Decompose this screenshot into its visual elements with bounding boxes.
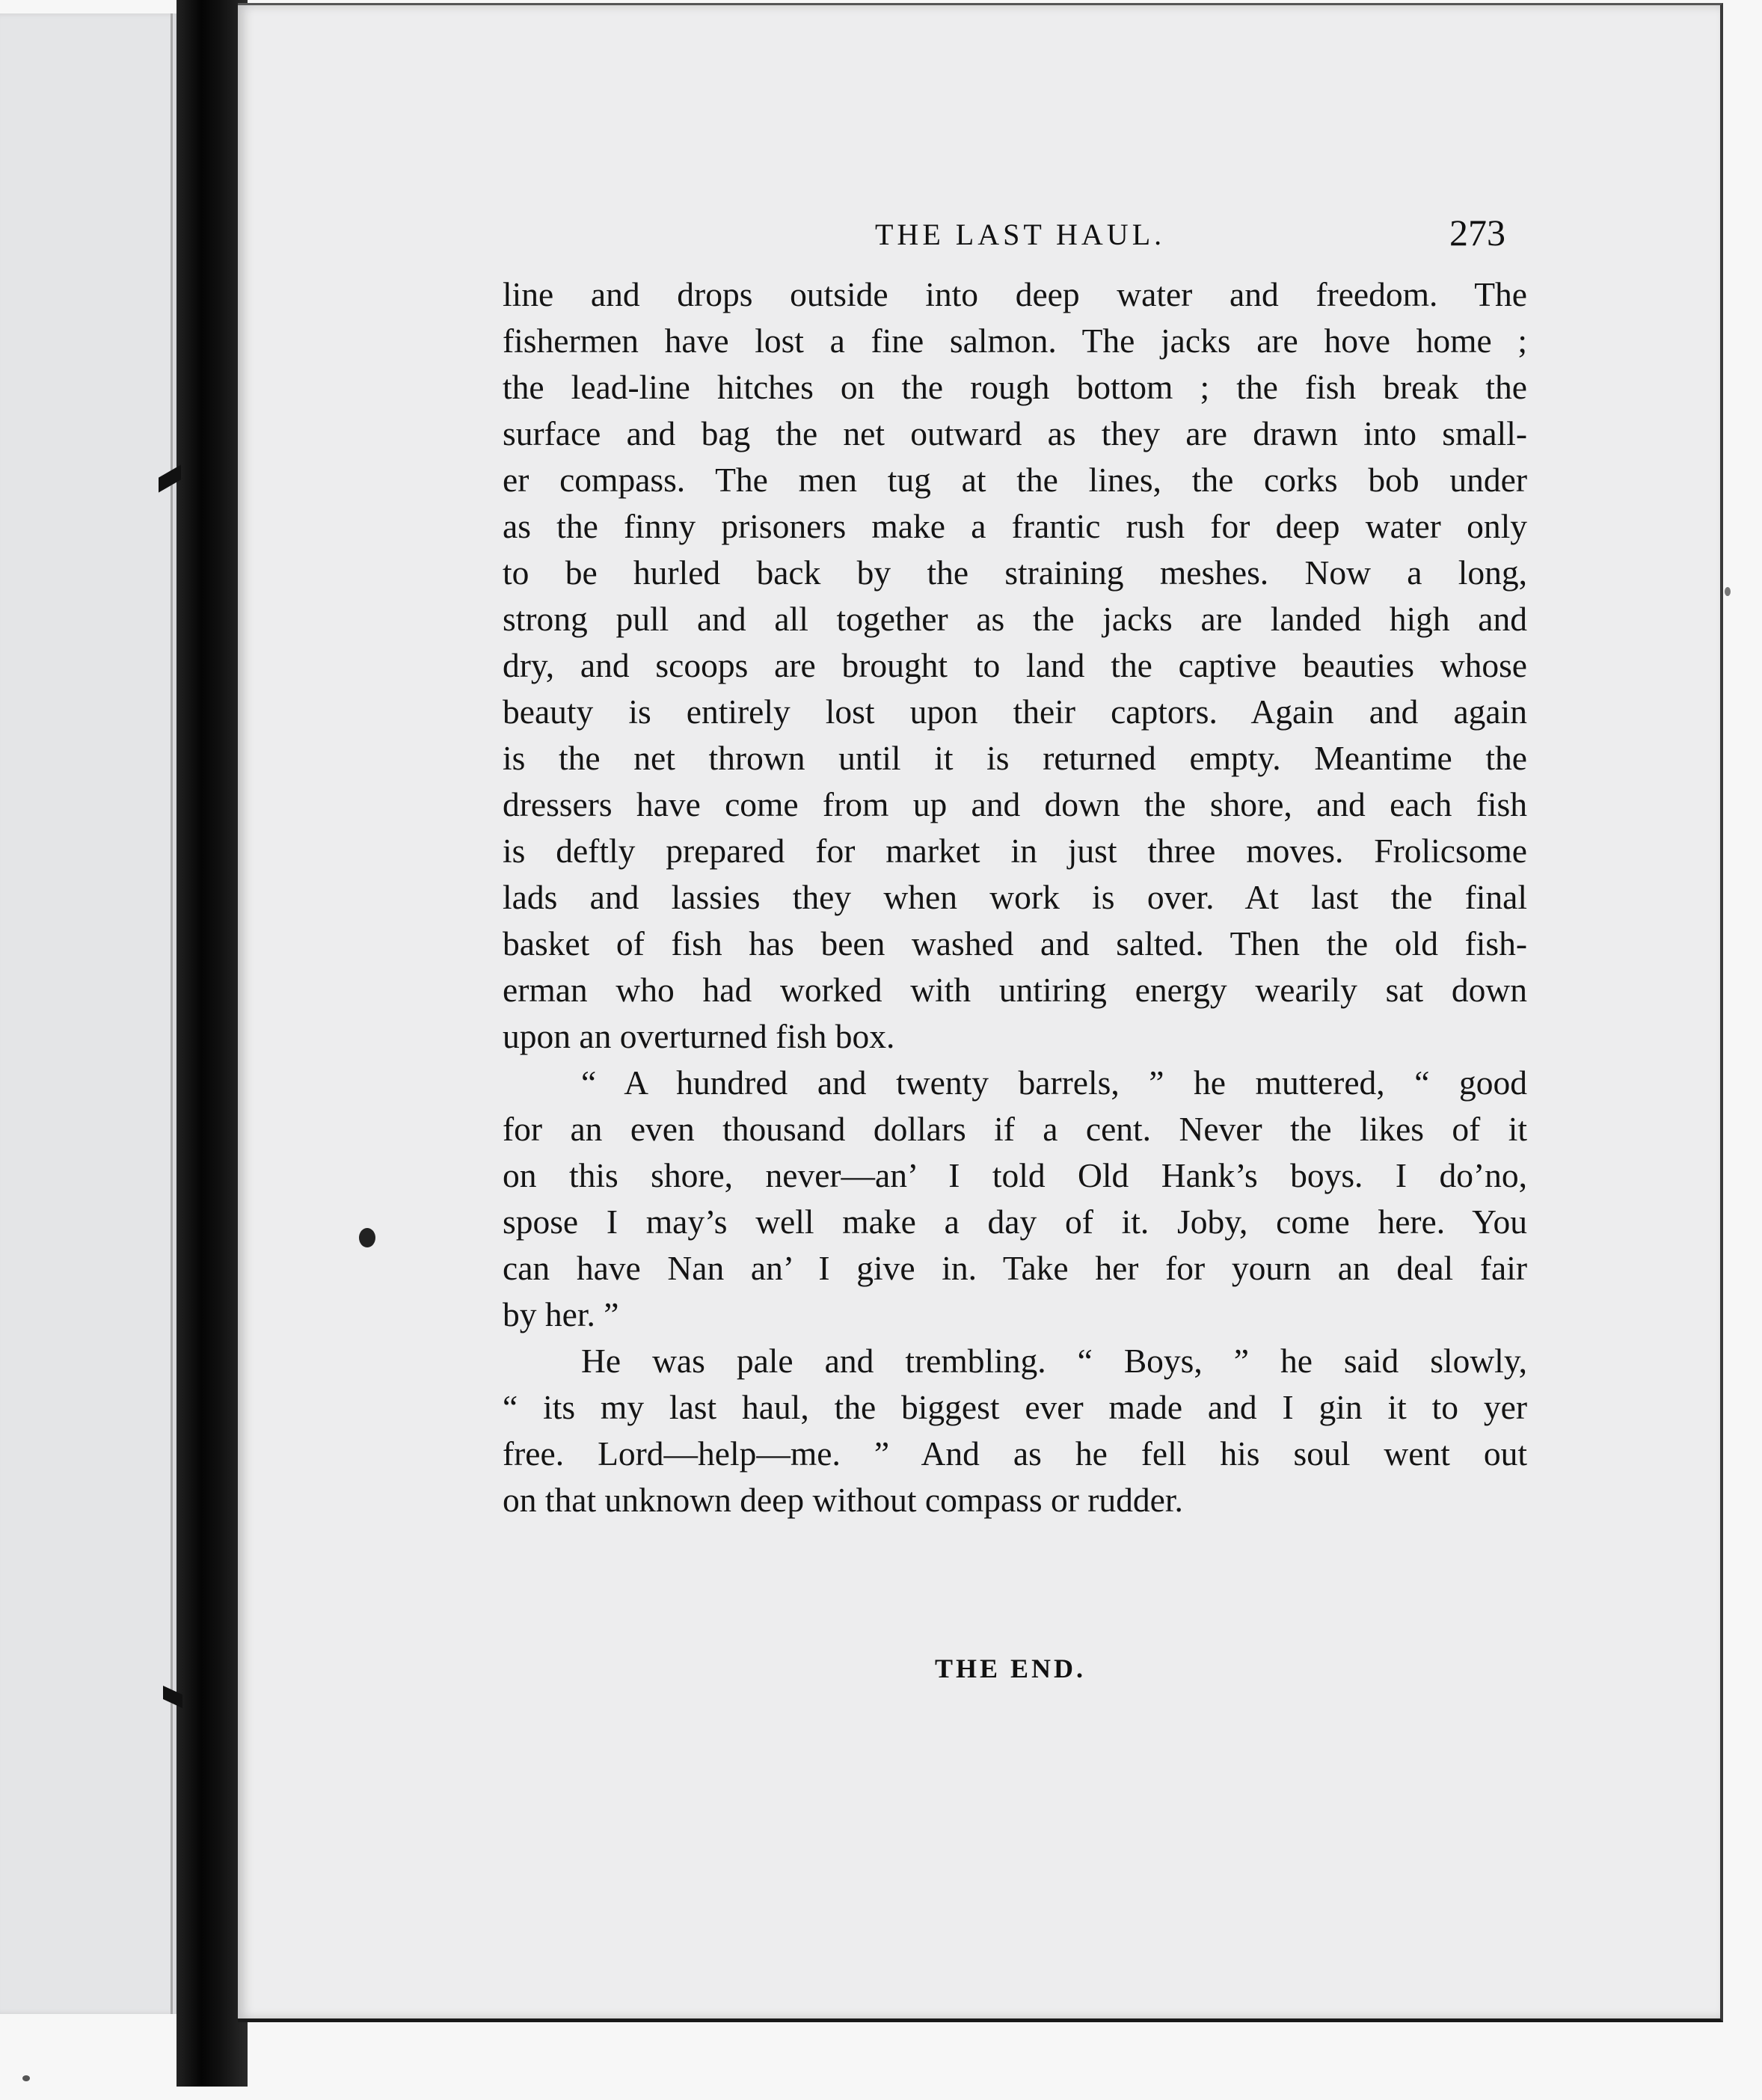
text-line: can have Nan an’ I give in. Take her for yourn an deal fair — [503, 1249, 1527, 1287]
text-line: “ its my last haul, the biggest ever made and I gin it to yer — [503, 1388, 1527, 1426]
body-text — [503, 271, 1527, 1523]
text-line: on this shore, never—an’ I told Old Hank’s boys. I do’no, — [503, 1156, 1527, 1194]
text-line: free. Lord—help—me. ” And as he fell his soul went out — [503, 1434, 1527, 1473]
text-line: fishermen have lost a fine salmon. The jacks are hove home ; — [503, 322, 1527, 360]
text-line: strong pull and all together as the jacks are landed high and — [503, 600, 1527, 638]
book-binding-gutter — [176, 0, 248, 2087]
text-line: on that unknown deep without compass or rudder. — [503, 1481, 1183, 1519]
text-line: dry, and scoops are brought to land the captive beauties whose — [503, 646, 1527, 684]
text-line: beauty is entirely lost upon their captors. Again and again — [503, 693, 1527, 731]
text-line: by her. ” — [503, 1295, 619, 1333]
text-line: to be hurled back by the straining meshes. Now a long, — [503, 553, 1527, 592]
running-title: THE LAST HAUL. — [875, 218, 1166, 251]
text-line: surface and bag the net outward as they are drawn into small- — [503, 414, 1527, 452]
text-line: for an even thousand dollars if a cent. Never the likes of it — [503, 1110, 1527, 1148]
paragraph-2 — [503, 1060, 1527, 1338]
paragraph-3 — [503, 1338, 1527, 1523]
text-line: line and drops outside into deep water and freedom. The — [503, 275, 1527, 313]
text-line: is deftly prepared for market in just three moves. Frolicsome — [503, 832, 1527, 870]
paragraph-1 — [503, 271, 1527, 1060]
previous-page-edge — [0, 13, 182, 2014]
end-mark: THE END. — [935, 1654, 1087, 1683]
text-line: is the net thrown until it is returned empty. Meantime the — [503, 739, 1527, 777]
text-line: spose I may’s well make a day of it. Joby, come here. You — [503, 1203, 1527, 1241]
text-line: “ A hundred and twenty barrels, ” he muttered, “ good — [581, 1063, 1527, 1102]
text-line: dressers have come from up and down the shore, and each fish — [503, 785, 1527, 823]
text-line: upon an overturned fish box. — [503, 1017, 895, 1055]
ink-speck — [1725, 587, 1731, 596]
text-line: as the finny prisoners make a frantic rush for deep water only — [503, 507, 1527, 545]
ink-speck — [22, 2075, 30, 2081]
text-line: erman who had worked with untiring energy wearily sat down — [503, 971, 1527, 1009]
previous-page-edge-line — [171, 13, 173, 2014]
text-line: er compass. The men tug at the lines, the corks bob under — [503, 461, 1527, 499]
text-line: basket of fish has been washed and salted. Then the old fish- — [503, 924, 1527, 962]
text-line: lads and lassies they when work is over. At last the final — [503, 878, 1527, 916]
page-number: 273 — [1449, 212, 1505, 254]
ink-speck — [359, 1228, 375, 1247]
text-line: the lead-line hitches on the rough bottom ; the fish break the — [503, 368, 1527, 406]
text-line: He was pale and trembling. “ Boys, ” he said slowly, — [581, 1342, 1527, 1380]
